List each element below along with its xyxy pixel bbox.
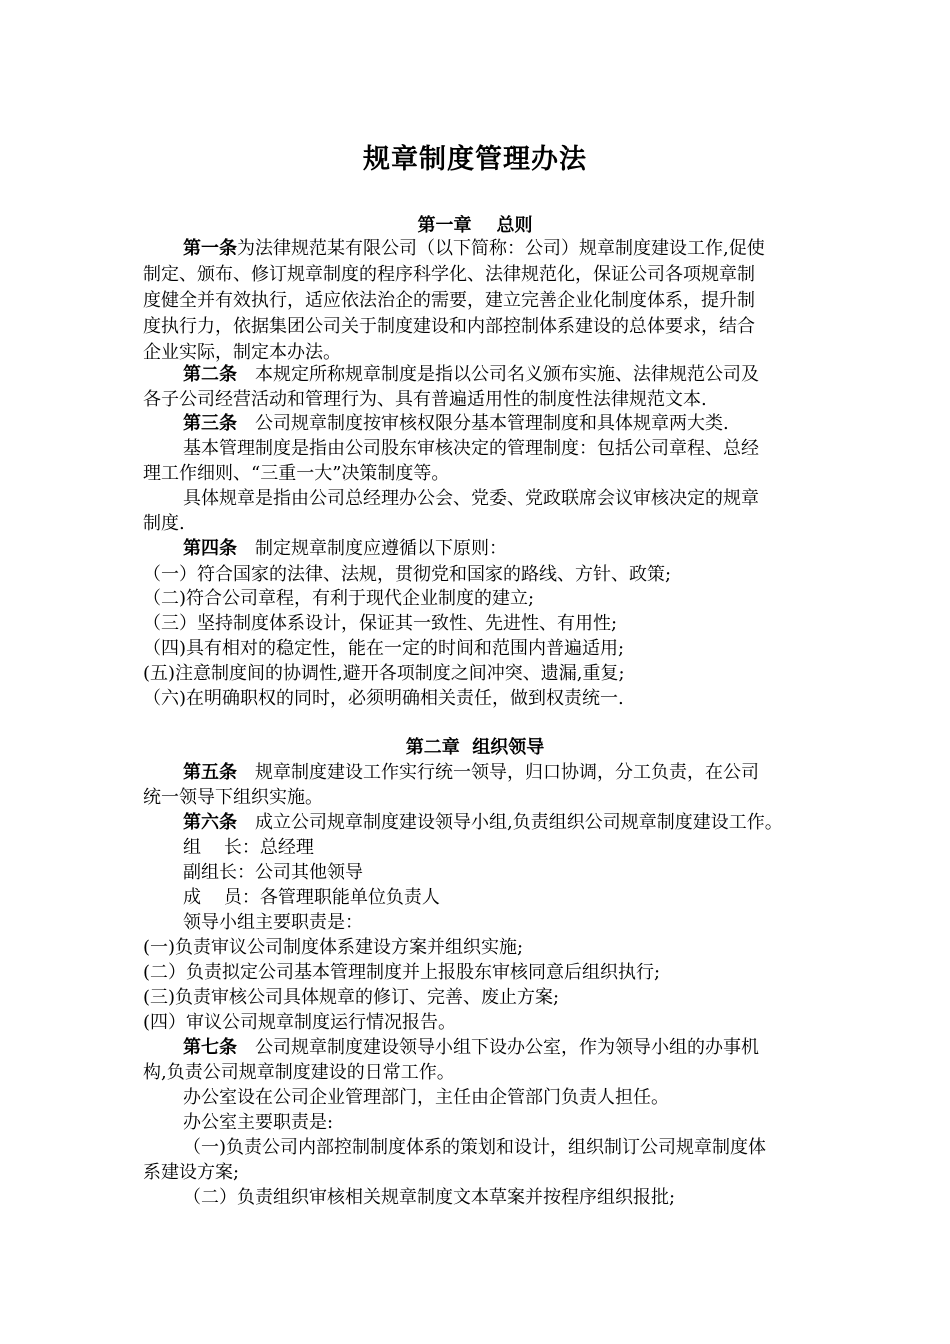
paragraph-line: 办公室设在公司企业管理部门，主任由企管部门负责人担任。 [183, 1087, 669, 1108]
article-1-label: 第一条 [183, 238, 237, 259]
article-3-line [143, 411, 863, 437]
article-5-text: 规章制度建设工作实行统一领导，归口协调，分工负责，在公司 [255, 762, 759, 783]
principle-item: （三）坚持制度体系设计，保证其一致性、先进性、有用性; [143, 613, 618, 634]
duties-intro: 领导小组主要职责是： [183, 912, 363, 933]
paragraph-line: 具体规章是指由公司总经理办公会、党委、党政联席会议审核决定的规章 [183, 488, 759, 509]
article-1-text: 为法律规范某有限公司（以下简称：公司）规章制度建设工作,促使 [237, 238, 765, 259]
group-members: 成 员：各管理职能单位负责人 [183, 887, 440, 908]
article-5-line [143, 760, 863, 786]
office-duty-item: （一)负责公司内部控制制度体系的策划和设计，组织制订公司规章制度体 [183, 1137, 767, 1158]
article-6-label: 第六条 [183, 812, 237, 833]
paragraph-line: 基本管理制度是指由公司股东审核决定的管理制度：包括公司章程、总经 [183, 438, 759, 459]
duty-item: (三)负责审核公司具体规章的修订、完善、废止方案; [143, 987, 560, 1008]
duty-item: (四）审议公司规章制度运行情况报告。 [143, 1012, 457, 1033]
principle-item: （六)在明确职权的同时，必须明确相关责任，做到权责统一. [143, 688, 624, 709]
article-1-line: 企业实际，制定本办法。 [143, 342, 341, 363]
article-4-line [143, 536, 863, 562]
paragraph-line: 理工作细则、“三重一大”决策制度等。 [143, 463, 450, 484]
duty-item: (一)负责审议公司制度体系建设方案并组织实施; [143, 937, 524, 958]
article-5-line: 统一领导下组织实施。 [143, 787, 323, 808]
group-leader: 组 长：总经理 [183, 837, 314, 858]
office-duty-item: （二）负责组织审核相关规章制度文本草案并按程序组织报批; [183, 1187, 676, 1208]
article-6-line [143, 810, 863, 836]
article-4-text: 制定规章制度应遵循以下原则： [255, 538, 507, 559]
article-2-line: 各子公司经营活动和管理行为、具有普遍适用性的制度性法律规范文本. [143, 389, 707, 410]
article-7-text: 公司规章制度建设领导小组下设办公室，作为领导小组的办事机 [255, 1037, 759, 1058]
principle-item: （二)符合公司章程，有利于现代企业制度的建立; [143, 588, 535, 609]
article-2-line [143, 362, 863, 388]
article-5-label: 第五条 [183, 762, 237, 783]
office-duty-item: 系建设方案; [143, 1162, 240, 1183]
article-4-label: 第四条 [183, 538, 237, 559]
article-1-line: 制定、颁布、修订规章制度的程序科学化、法律规范化，保证公司各项规章制 [143, 264, 755, 285]
article-7-line [143, 1035, 863, 1061]
group-deputy: 副组长：公司其他领导 [183, 862, 363, 883]
article-3-text: 公司规章制度按审核权限分基本管理制度和具体规章两大类. [255, 413, 729, 434]
document-title: 规章制度管理办法 [363, 144, 587, 175]
article-1-line: 度健全并有效执行，适应依法治企的需要，建立完善企业化制度体系，提升制 [143, 290, 755, 311]
article-7-label: 第七条 [183, 1037, 237, 1058]
article-6-text: 成立公司规章制度建设领导小组,负责组织公司规章制度建设工作。 [255, 812, 783, 833]
chapter-1-heading: 第一章 总则 [417, 215, 533, 236]
duty-item: (二）负责拟定公司基本管理制度并上报股东审核同意后组织执行; [143, 962, 661, 983]
principle-item: （一）符合国家的法律、法规，贯彻党和国家的路线、方针、政策; [143, 564, 672, 585]
article-3-label: 第三条 [183, 413, 237, 434]
chapter-2-heading: 第二章 组织领导 [405, 737, 545, 758]
article-1-line: 度执行力，依据集团公司关于制度建设和内部控制体系建设的总体要求，结合 [143, 316, 755, 337]
principle-item: (五)注意制度间的协调性,避开各项制度之间冲突、遗漏,重复; [143, 663, 625, 684]
article-2-label: 第二条 [183, 364, 237, 385]
paragraph-line: 制度. [143, 513, 185, 534]
article-2-text: 本规定所称规章制度是指以公司名义颁布实施、法律规范公司及 [255, 364, 759, 385]
article-1-line [143, 236, 863, 262]
office-duties-intro: 办公室主要职责是: [183, 1112, 334, 1133]
article-7-line: 构,负责公司规章制度建设的日常工作。 [143, 1062, 455, 1083]
principle-item: （四)具有相对的稳定性，能在一定的时间和范围内普遍适用; [143, 638, 625, 659]
